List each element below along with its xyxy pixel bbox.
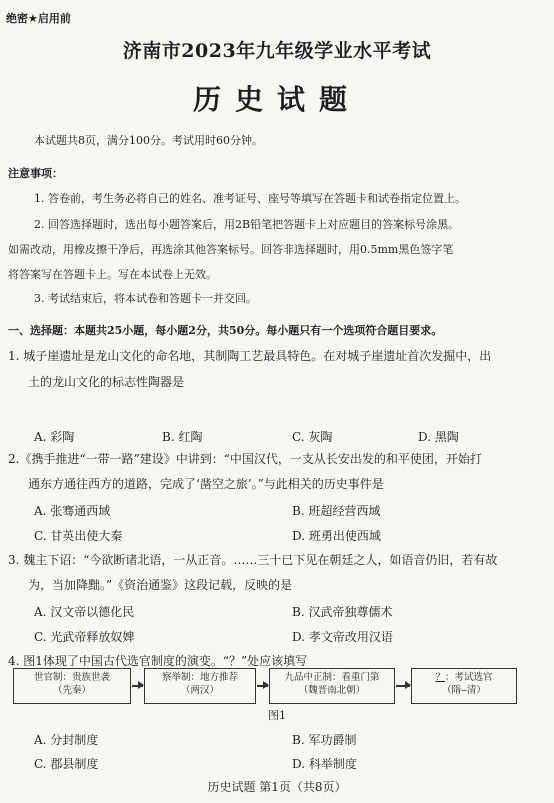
section-1-heading: 一、选择题：本题共25小题，每小题2分，共50分。每小题只有一个选项符合题目要求。: [8, 324, 443, 337]
q2-option-a: A. 张骞通西域: [34, 504, 111, 518]
note-2-line1: 2. 回答选择题时，选出每小题答案后，用2B铅笔把答题卡上对应题目的答案标号涂黑。: [34, 218, 460, 231]
figure-caption: 图1: [268, 709, 286, 722]
flow-box-shiguan-line1: 世官制：贵族世袭: [33, 672, 110, 683]
flow-box-unknown-line2: （隋—清）: [442, 685, 486, 696]
flow-box-jiupin: [269, 668, 395, 704]
note-2-line3: 将答案写在答题卡上。写在本试卷上无效。: [8, 268, 217, 281]
flow-box-unknown: [411, 668, 517, 704]
notes-heading: 注意事项：: [8, 167, 63, 180]
subject-title: 历史试题: [192, 83, 361, 116]
q3-option-a: A. 汉文帝以德化民: [34, 605, 135, 619]
q4-option-d: D. 科举制度: [292, 757, 357, 771]
question-3-line1: 3. 魏主下诏：“今欲断诸北语，一从正音。……三十已下见在朝廷之人，如语音仍旧，若有故: [8, 553, 498, 567]
confidential-mark: 绝密★启用前: [6, 12, 71, 25]
q1-option-d: D. 黑陶: [418, 430, 459, 444]
q3-option-b: B. 汉武帝独尊儒术: [292, 605, 393, 619]
exam-title: 济南市2023年九年级学业水平考试: [122, 40, 432, 62]
q4-option-c: C. 郡县制度: [34, 757, 99, 771]
flow-box-chaju-line1: 察举制：地方推荐: [161, 672, 238, 683]
flow-box-unknown-text: ：考试选官: [445, 672, 493, 683]
q1-option-b: B. 红陶: [162, 430, 203, 444]
q2-option-c: C. 甘英出使大秦: [34, 529, 123, 543]
question-1-line1: 1. 城子崖遗址是龙山文化的命名地，其制陶工艺最具特色。在对城子崖遗址首次发掘中，出: [8, 349, 492, 363]
q1-option-c: C. 灰陶: [292, 430, 333, 444]
flow-box-shiguan-line2: （先秦）: [52, 685, 91, 696]
note-2-line2: 如需改动，用橡皮擦干净后，再选涂其他答案标号。回答非选择题时，用0.5mm黑色签字笔: [8, 243, 454, 256]
question-2-line1: 2.《携手推进“一带一路”建设》中讲到：“中国汉代，一支从长安出发的和平使团，开始打: [8, 452, 482, 466]
flow-box-chaju-line2: （两汉）: [180, 685, 219, 696]
note-3: 3. 考试结束后，将本试卷和答题卡一并交回。: [34, 292, 257, 305]
flow-arrow-3: [396, 685, 410, 687]
flow-box-unknown-line1: [412, 671, 516, 684]
flow-box-chaju: [144, 668, 256, 704]
page-footer: 历史试题 第1页（共8页）: [207, 780, 347, 794]
flow-box-shiguan: [13, 668, 131, 704]
question-1-line2: 土的龙山文化的标志性陶器是: [28, 375, 185, 389]
flow-box-jiupin-line2: （魏晋南北朝）: [298, 685, 366, 696]
answer-blank: ？: [435, 672, 445, 683]
q4-option-a: A. 分封制度: [34, 733, 99, 747]
q2-option-b: B. 班超经营西域: [292, 504, 381, 518]
flow-arrow-2: [257, 685, 268, 687]
question-2-line2: 通东方通往西方的道路，完成了‘凿空之旅’。”与此相关的历史事件是: [28, 477, 384, 491]
note-1: 1. 答卷前，考生务必将自己的姓名、准考证号、座号等填写在答题卡和试卷指定位置上。: [34, 192, 466, 205]
flow-arrow-1: [132, 685, 143, 687]
question-4-line1: 4. 图1体现了中国古代选官制度的演变。“？”处应该填写: [8, 654, 308, 668]
q1-option-a: A. 彩陶: [34, 430, 75, 444]
q4-option-b: B. 军功爵制: [292, 733, 357, 747]
q2-option-d: D. 班勇出使西域: [292, 529, 381, 543]
exam-intro: 本试题共8页，满分100分。考试用时60分钟。: [34, 134, 263, 147]
flow-box-jiupin-line1: 九品中正制：看重门第: [284, 672, 380, 683]
q3-option-c: C. 光武帝释放奴婢: [34, 630, 135, 644]
q3-option-d: D. 孝文帝改用汉语: [292, 630, 393, 644]
question-3-line2: 为，当加降黜。”《资治通鉴》这段记载，反映的是: [28, 578, 293, 592]
